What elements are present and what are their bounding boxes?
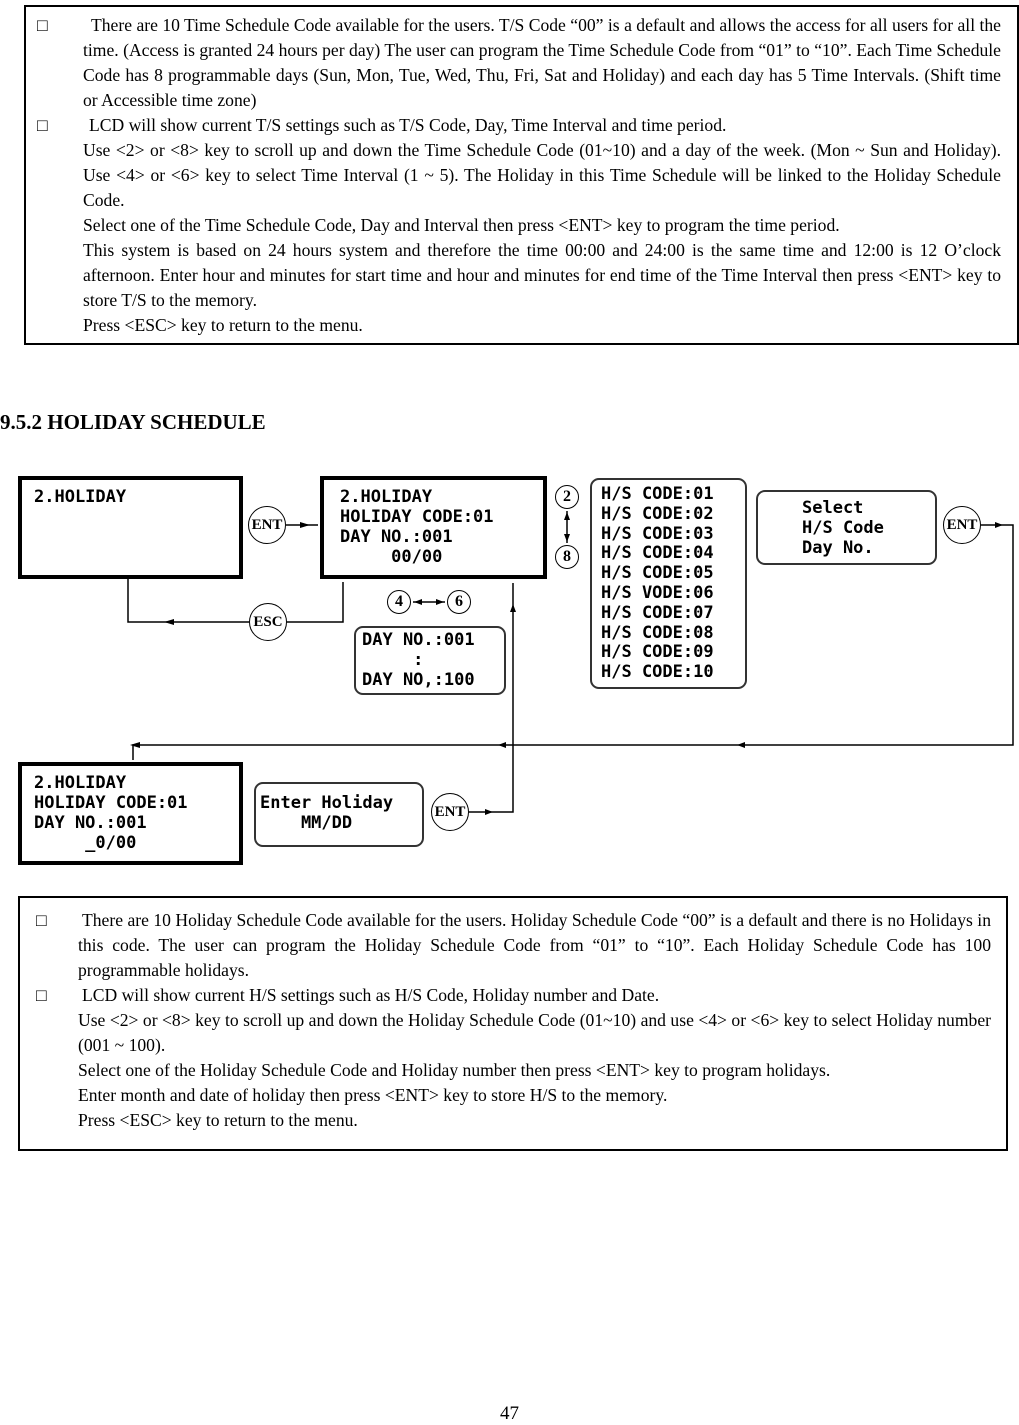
holiday-schedule-note xyxy=(18,896,1008,1151)
arrow-head xyxy=(737,742,745,748)
section-heading: 9.5.2 HOLIDAY SCHEDULE xyxy=(0,410,266,434)
arrow-head xyxy=(564,512,570,520)
note-item xyxy=(36,908,991,983)
bullet-icon: □ xyxy=(37,15,48,35)
lcd-holiday-screen: 2.HOLIDAY HOLIDAY CODE:01 DAY NO.:001 00/00 xyxy=(320,476,547,579)
key-2: 2 xyxy=(555,485,579,509)
arrow-head xyxy=(564,534,570,542)
lcd-edit-screen: 2.HOLIDAY HOLIDAY CODE:01 DAY NO.:001 _0/00 xyxy=(18,762,243,865)
enter-holiday-prompt: Enter Holiday MM/DD xyxy=(254,782,424,847)
ent-key: ENT xyxy=(248,506,286,544)
day-number-range: DAY NO.:001 : DAY NO,:100 xyxy=(354,626,506,695)
bullet-icon: □ xyxy=(36,985,47,1005)
note-text: There are 10 Time Schedule Code available for the users. T/S Code “00” is a default and allows the access for all users for all the time. (Access is granted 24 hours per day) The user can program the Time Schedule Code from “01” to “10”. Each Time Schedule Code has 8 programmable days (Sun, Mon, Tue, Wed, Thu, Fri, Sat and Holiday) and each day has 5 Time Intervals. (Shift time or Accessible time zone) xyxy=(83,15,1001,110)
key-4: 4 xyxy=(387,590,411,614)
note-text: Use <2> or <8> key to scroll up and down the Holiday Schedule Code (01~10) and use <4> or <6> key to select Holiday number (001 ~ 100). xyxy=(78,1010,991,1055)
key-6: 6 xyxy=(447,590,471,614)
note-text: Enter month and date of holiday then press <ENT> key to store H/S to the memory. xyxy=(78,1085,668,1105)
arrow-head xyxy=(995,522,1003,528)
select-prompt: Select H/S Code Day No. xyxy=(756,490,937,565)
ent-key: ENT xyxy=(431,793,469,831)
note-text: Select one of the Time Schedule Code, Day and Interval then press <ENT> key to program the time period. xyxy=(83,215,840,235)
esc-key: ESC xyxy=(249,603,287,641)
bullet-icon: □ xyxy=(37,115,48,135)
arrow-head xyxy=(436,599,444,605)
arrow-head xyxy=(510,604,516,612)
arrow-head xyxy=(414,599,422,605)
note-text: Press <ESC> key to return to the menu. xyxy=(78,1110,358,1130)
bullet-icon: □ xyxy=(36,910,47,930)
note-text: LCD will show current T/S settings such as T/S Code, Day, Time Interval and time period. xyxy=(89,115,727,135)
lcd-menu-screen: 2.HOLIDAY xyxy=(18,476,243,579)
note-text: This system is based on 24 hours system and therefore the time 00:00 and 24:00 is the same time and 12:00 is 12 O’clock afternoon. Enter hour and minutes for start time and hour and minutes for end time of the Time Interval then press <ENT> key to store T/S to the memory. xyxy=(83,240,1001,310)
arrow-head xyxy=(164,619,174,625)
connector-line xyxy=(287,582,343,622)
note-text: Select one of the Holiday Schedule Code and Holiday number then press <ENT> key to program holidays. xyxy=(78,1060,831,1080)
arrow-head xyxy=(485,809,493,815)
arrow-head xyxy=(300,522,310,528)
connector-line xyxy=(469,583,513,812)
note-item xyxy=(36,983,991,1133)
note-text: Press <ESC> key to return to the menu. xyxy=(83,315,363,335)
note-text: LCD will show current H/S settings such as H/S Code, Holiday number and Date. xyxy=(82,985,660,1005)
note-text: There are 10 Holiday Schedule Code available for the users. Holiday Schedule Code “00” is a default and there is no Holidays in this code. The user can program the Holiday Schedule Code from “01” to “10”. Each Holiday Schedule Code has 100 programmable holidays. xyxy=(78,910,991,980)
note-text: Use <2> or <8> key to scroll up and down the Time Schedule Code (01~10) and a day of the week. (Mon ~ Sun and Holiday). Use <4> or <6> key to select Time Interval (1 ~ 5). The Holiday in this Time Schedule will be linked to the Holiday Schedule Code. xyxy=(83,140,1001,210)
connector-line xyxy=(128,578,249,622)
ent-key: ENT xyxy=(943,506,981,544)
hs-code-list: H/S CODE:01 H/S CODE:02 H/S CODE:03 H/S CODE:04 H/S CODE:05 H/S VODE:06 H/S CODE:07 H/S CODE:08 H/S CODE:09 H/S CODE:10 xyxy=(590,478,747,689)
key-8: 8 xyxy=(555,545,579,569)
arrow-head xyxy=(130,742,140,748)
arrow-head xyxy=(498,742,506,748)
page-number: 47 xyxy=(500,1403,519,1424)
